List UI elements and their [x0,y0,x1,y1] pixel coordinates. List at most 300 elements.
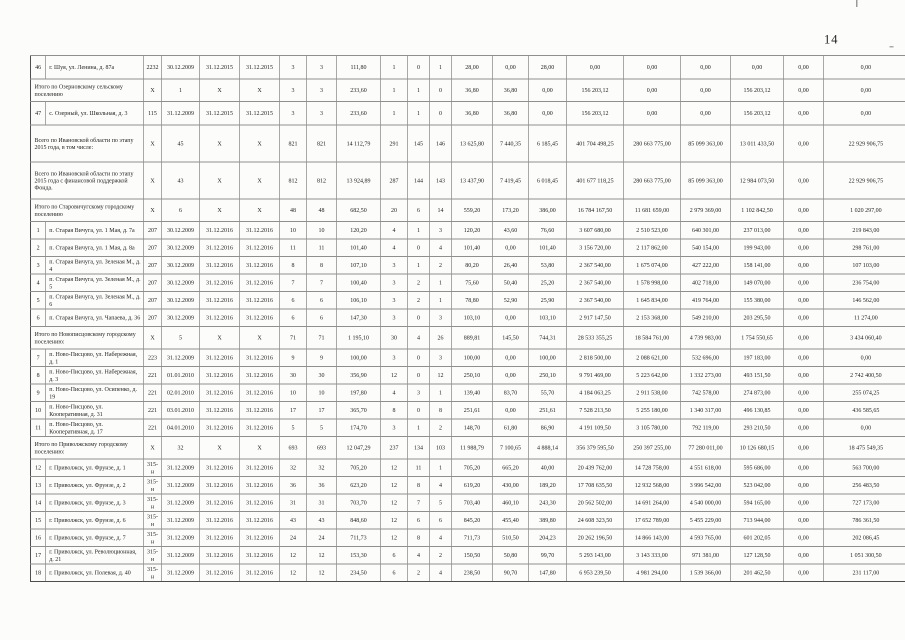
table-cell: 7 [280,274,307,292]
table-cell: 3 [280,79,307,102]
table-cell: 243,30 [529,494,567,512]
table-cell: 0,00 [824,349,905,367]
address-cell: г. Приволжск, ул. Фрунзе, д. 1 [46,459,144,477]
summary-label: Всего по Ивановской области по этапу 2015 года, в том числе: [31,125,144,162]
table-cell: 31.12.2016 [240,477,280,495]
table-row [31,384,905,402]
data-table [30,55,905,582]
table-cell: 156 203,12 [567,102,624,126]
table-cell: 31.12.2016 [240,512,280,530]
table-cell: 3 607 680,00 [567,222,624,240]
table-cell: 53,80 [529,257,567,275]
table-cell: 134 [408,437,430,460]
table-cell: 20 562 502,00 [567,494,624,512]
table-cell: 17 708 635,50 [567,477,624,495]
address-cell: п. Старая Вичуга, ул. 1 Мая, д. 8а [46,239,144,257]
table-cell: 4 540 000,00 [681,494,731,512]
table-cell: 0,00 [824,102,905,126]
table-cell: 4 [430,239,452,257]
table-cell: X [240,162,280,199]
table-cell: 50,40 [493,274,529,292]
table-cell: 4 [381,239,408,257]
table-cell: 236 754,00 [824,274,905,292]
table-cell: 7 [408,494,430,512]
table-cell: 31.12.2016 [240,402,280,420]
row-number: 2 [31,239,46,257]
table-cell: 0,00 [731,56,784,80]
table-cell: 291 [381,125,408,162]
table-cell: 11 681 659,00 [624,199,681,222]
scan-artifact [890,46,894,48]
table-cell: 75,60 [452,274,493,292]
table-cell: 640 301,00 [681,222,731,240]
table-row [31,459,905,477]
address-cell: г. Приволжск, ул. Фрунзе, д. 6 [46,512,144,530]
table-cell: 0,00 [784,402,824,420]
table-cell: 493 151,50 [731,367,784,385]
table-cell: 146 [430,125,452,162]
table-cell: 1 [408,419,430,437]
table-cell: 4 [381,384,408,402]
table-cell: 48 [307,199,337,222]
table-row [31,349,905,367]
table-cell: X [200,437,240,460]
table-cell: 0,00 [784,309,824,327]
table-cell: 7 419,45 [493,162,529,199]
table-cell: 6 [381,547,408,565]
table-cell: 10 126 680,15 [731,437,784,460]
table-cell: 31.12.2016 [240,494,280,512]
summary-label: Итого по Старовичугскому городскому поселению [31,199,144,222]
table-row [31,102,905,126]
table-cell: 0 [408,309,430,327]
table-cell: 31.12.2016 [240,459,280,477]
table-cell: 0,00 [784,257,824,275]
table-cell: 03.01.2010 [162,402,200,420]
table-cell: 26,40 [493,257,529,275]
table-cell: 3 [430,309,452,327]
table-cell: 619,20 [452,477,493,495]
table-row [31,199,905,222]
table-cell: 2 [430,257,452,275]
table-cell: 31.12.2016 [200,292,240,310]
table-cell: 3 [381,292,408,310]
table-cell: 147,30 [337,309,381,327]
table-cell: 103 [430,437,452,460]
table-cell: 2 367 540,00 [567,257,624,275]
table-cell: 0,00 [529,102,567,126]
table-cell: 401 704 498,25 [567,125,624,162]
table-cell: 237 013,00 [731,222,784,240]
table-cell: 107,10 [337,257,381,275]
table-cell: 744,31 [529,327,567,350]
table-cell: 71 [280,327,307,350]
table-cell: 6 [280,309,307,327]
table-cell: 623,20 [337,477,381,495]
table-row [31,402,905,420]
table-cell: 31.12.2009 [162,547,200,565]
table-cell: 174,70 [337,419,381,437]
table-cell: 460,10 [493,494,529,512]
table-cell: 31.12.2016 [200,512,240,530]
table-cell: 0,00 [493,239,529,257]
table-cell: 1 [408,102,430,126]
table-cell: 2 917 147,50 [567,309,624,327]
table-row [31,56,905,80]
table-cell: 28 533 355,25 [567,327,624,350]
table-cell: 0,00 [493,309,529,327]
table-cell: 1 [430,56,452,80]
table-cell: 43 [280,512,307,530]
table-body [31,56,905,582]
table-cell: 2 [430,547,452,565]
table-cell: 523 042,00 [731,477,784,495]
table-cell: 156 203,12 [731,79,784,102]
table-cell: 221 [144,419,162,437]
table-row [31,494,905,512]
table-cell: 2 [408,274,430,292]
table-cell: 237 [381,437,408,460]
table-cell: 0,00 [681,56,731,80]
table-cell: 148,70 [452,419,493,437]
table-cell: 10 [307,222,337,240]
table-cell: 0,00 [624,79,681,102]
table-cell: 356,90 [337,367,381,385]
address-cell: п. Ново-Писцово, ул. Осипенко, д. 19 [46,384,144,402]
table-cell: 3 [430,222,452,240]
table-cell: 31.12.2016 [240,564,280,582]
table-cell: 703,70 [337,494,381,512]
row-number: 7 [31,349,46,367]
table-cell: 31.12.2016 [200,419,240,437]
table-cell: 31.12.2009 [162,529,200,547]
table-cell: 12 [430,367,452,385]
table-cell: X [144,162,162,199]
table-cell: 0,00 [784,529,824,547]
table-cell: 107 103,00 [824,257,905,275]
table-cell: 703,40 [452,494,493,512]
table-cell: 250 397 255,00 [624,437,681,460]
table-cell: 2 [408,292,430,310]
row-number: 9 [31,384,46,402]
table-cell: 5 255 180,00 [624,402,681,420]
table-cell: 233,60 [337,79,381,102]
row-number: 11 [31,419,46,437]
table-cell: 12 [280,564,307,582]
table-cell: 4 739 983,00 [681,327,731,350]
table-cell: 207 [144,257,162,275]
table-cell: 6 [381,564,408,582]
table-row [31,437,905,460]
table-cell: 31.12.2015 [200,56,240,80]
table-cell: 3 [307,79,337,102]
table-cell: 250,10 [529,367,567,385]
table-cell: 419 764,00 [681,292,731,310]
table-cell: 22 929 906,75 [824,125,905,162]
table-cell: 8 [408,477,430,495]
table-cell: 0,00 [784,292,824,310]
table-cell: 5 455 229,00 [681,512,731,530]
table-cell: 1 [430,292,452,310]
table-cell: 28,00 [529,56,567,80]
table-cell: 120,20 [337,222,381,240]
table-cell: 2 367 540,00 [567,292,624,310]
table-cell: 3 [381,257,408,275]
table-cell: 1 [381,79,408,102]
table-cell: 24 [280,529,307,547]
table-cell: 1 [381,102,408,126]
table-cell: 8 [430,402,452,420]
address-cell: п. Старая Вичуга, ул. 1 Мая, д. 7а [46,222,144,240]
table-cell: 30.12.2009 [162,222,200,240]
table-cell: 1 [408,79,430,102]
table-cell: 436 585,65 [824,402,905,420]
summary-label: Итого по Новописцовскому городскому поселению: [31,327,144,350]
table-cell: 30.12.2009 [162,274,200,292]
table-cell: 197,80 [337,384,381,402]
table-cell: 219 843,00 [824,222,905,240]
table-cell: 845,20 [452,512,493,530]
table-cell: 0,00 [784,564,824,582]
row-number: 18 [31,564,46,582]
table-row [31,274,905,292]
table-cell: 101,40 [529,239,567,257]
table-cell: 231 117,00 [824,564,905,582]
table-cell: 6 [280,292,307,310]
table-cell: 12 [307,547,337,565]
row-number: 13 [31,477,46,495]
table-cell: 1 578 998,00 [624,274,681,292]
table-cell: X [200,79,240,102]
table-cell: 31.12.2016 [200,459,240,477]
table-cell: 6 [408,512,430,530]
table-cell: 0 [408,239,430,257]
table-cell: 3 [381,349,408,367]
address-cell: п. Старая Вичуга, ул. Чапаева, д. 36 [46,309,144,327]
table-cell: 4 [430,564,452,582]
table-cell: 17 [307,402,337,420]
table-cell: 31.12.2016 [200,494,240,512]
table-cell: 601 202,05 [731,529,784,547]
table-cell: 821 [280,125,307,162]
table-cell: 238,50 [452,564,493,582]
table-cell: 693 [280,437,307,460]
table-cell: 315-н [144,494,162,512]
row-number: 5 [31,292,46,310]
table-row [31,222,905,240]
table-cell: 31.12.2009 [162,477,200,495]
table-cell: 32 [162,437,200,460]
table-cell: 256 483,50 [824,477,905,495]
table-cell: 2 117 862,00 [624,239,681,257]
table-cell: 24 [307,529,337,547]
table-cell: 30 [307,367,337,385]
table-cell: 31.12.2016 [200,564,240,582]
table-cell: 40,00 [529,459,567,477]
table-cell: X [240,79,280,102]
table-cell: 103,10 [452,309,493,327]
table-cell: 18 475 549,35 [824,437,905,460]
table-cell: 1 [408,222,430,240]
table-cell: X [144,199,162,222]
table-cell: 146 562,00 [824,292,905,310]
table-cell: 3 [430,349,452,367]
table-cell: 0,00 [824,56,905,80]
table-cell: 1 020 297,00 [824,199,905,222]
table-cell: 1 [381,56,408,80]
table-cell: 31.12.2009 [162,459,200,477]
table-cell: 0,00 [784,349,824,367]
table-cell: 0,00 [784,125,824,162]
table-cell: 251,61 [529,402,567,420]
table-cell: 201 462,50 [731,564,784,582]
table-cell: 0,00 [784,79,824,102]
table-cell: 101,40 [452,239,493,257]
table-cell: 6 953 239,50 [567,564,624,582]
table-cell: 250,10 [452,367,493,385]
table-cell: 889,81 [452,327,493,350]
table-cell: X [240,327,280,350]
table-cell: 0,00 [824,419,905,437]
address-cell: г. Приволжск, ул. Фрунзе, д. 3 [46,494,144,512]
table-cell: 6 [162,199,200,222]
table-row [31,79,905,102]
row-number: 15 [31,512,46,530]
table-cell: 3 143 333,00 [624,547,681,565]
table-cell: 0,00 [784,477,824,495]
table-cell: 2 979 369,00 [681,199,731,222]
table-cell: 31.12.2016 [200,367,240,385]
table-cell: 713 944,00 [731,512,784,530]
table-cell: 665,20 [493,459,529,477]
table-cell: 1 [430,459,452,477]
table-cell: 31.12.2016 [240,529,280,547]
table-cell: 7 100,65 [493,437,529,460]
table-cell: 31.12.2016 [240,384,280,402]
table-cell: 32 [307,459,337,477]
table-cell: 386,00 [529,199,567,222]
table-cell: 223 [144,349,162,367]
table-cell: 549 210,00 [681,309,731,327]
table-cell: 12 [280,547,307,565]
table-cell: 510,50 [493,529,529,547]
table-cell: 155 380,00 [731,292,784,310]
table-cell: 0,00 [784,274,824,292]
row-number: 4 [31,274,46,292]
table-cell: 280 663 775,00 [624,162,681,199]
table-cell: 17 [280,402,307,420]
table-cell: 43 [162,162,200,199]
table-cell: 31 [280,494,307,512]
table-cell: 31.12.2009 [162,102,200,126]
table-cell: 145 [408,125,430,162]
table-cell: 540 154,00 [681,239,731,257]
table-cell: 0,00 [784,419,824,437]
table-cell: 821 [307,125,337,162]
table-cell: 4 981 294,00 [624,564,681,582]
table-cell: 293 210,50 [731,419,784,437]
table-cell: 103,10 [529,309,567,327]
table-cell: 5 223 642,00 [624,367,681,385]
table-cell: 90,70 [493,564,529,582]
table-cell: 6 018,45 [529,162,567,199]
table-cell: 9 791 469,00 [567,367,624,385]
table-cell: 14 [430,199,452,222]
table-cell: 31.12.2016 [240,257,280,275]
table-cell: 12 984 073,50 [731,162,784,199]
table-cell: 31.12.2009 [162,349,200,367]
table-cell: 0 [430,102,452,126]
address-cell: г. Приволжск, ул. Революционная, д. 21 [46,547,144,565]
table-cell: 77 280 011,00 [681,437,731,460]
table-cell: 711,73 [337,529,381,547]
table-cell: 0,00 [784,437,824,460]
table-cell: 12 [381,512,408,530]
table-cell: 3 [408,384,430,402]
address-cell: п. Старая Вичуга, ул. Зеленая М., д. 5 [46,274,144,292]
table-cell: 792 119,00 [681,419,731,437]
table-cell: 12 [381,367,408,385]
table-cell: 9 [280,349,307,367]
table-cell: 8 [307,257,337,275]
table-cell: 30.12.2009 [162,56,200,80]
table-cell: 43,60 [493,222,529,240]
row-number: 14 [31,494,46,512]
table-cell: 149 070,00 [731,274,784,292]
table-cell: 3 [307,102,337,126]
table-cell: 4 888,14 [529,437,567,460]
address-cell: п. Старая Вичуга, ул. Зеленая М., д. 4 [46,257,144,275]
table-cell: 0 [408,367,430,385]
address-cell: п. Ново-Писцово, ул. Набережная, д. 3 [46,367,144,385]
table-cell: 14 866 143,00 [624,529,681,547]
table-cell: 45 [162,125,200,162]
table-cell: 0,00 [784,102,824,126]
table-cell: 233,60 [337,102,381,126]
table-cell: 5 [162,327,200,350]
table-cell: 3 [307,56,337,80]
table-cell: 156 203,12 [731,102,784,126]
table-cell: 4 593 765,00 [681,529,731,547]
table-cell: 28,00 [452,56,493,80]
table-cell: 812 [307,162,337,199]
table-cell: 1 [430,274,452,292]
table-cell: 13 437,90 [452,162,493,199]
table-cell: 10 [280,384,307,402]
table-cell: 11 [307,239,337,257]
table-cell: 0,00 [493,56,529,80]
table-cell: 7 528 213,50 [567,402,624,420]
table-cell: 31.12.2016 [200,402,240,420]
table-cell: 18 584 761,00 [624,327,681,350]
table-cell: 1 332 273,00 [681,367,731,385]
page-number: 14 [824,33,839,47]
table-cell: 36,80 [493,79,529,102]
table-cell: 4 184 063,25 [567,384,624,402]
table-cell: 204,23 [529,529,567,547]
table-cell: 315-н [144,459,162,477]
table-cell: 13 625,80 [452,125,493,162]
table-cell: 12 932 568,00 [624,477,681,495]
table-cell: 6 [430,512,452,530]
table-cell: 559,20 [452,199,493,222]
table-row [31,512,905,530]
scan-artifact [856,0,858,7]
table-cell: 280 663 775,00 [624,125,681,162]
table-cell: 812 [280,162,307,199]
table-cell: 705,20 [337,459,381,477]
table-cell: 2 510 523,00 [624,222,681,240]
